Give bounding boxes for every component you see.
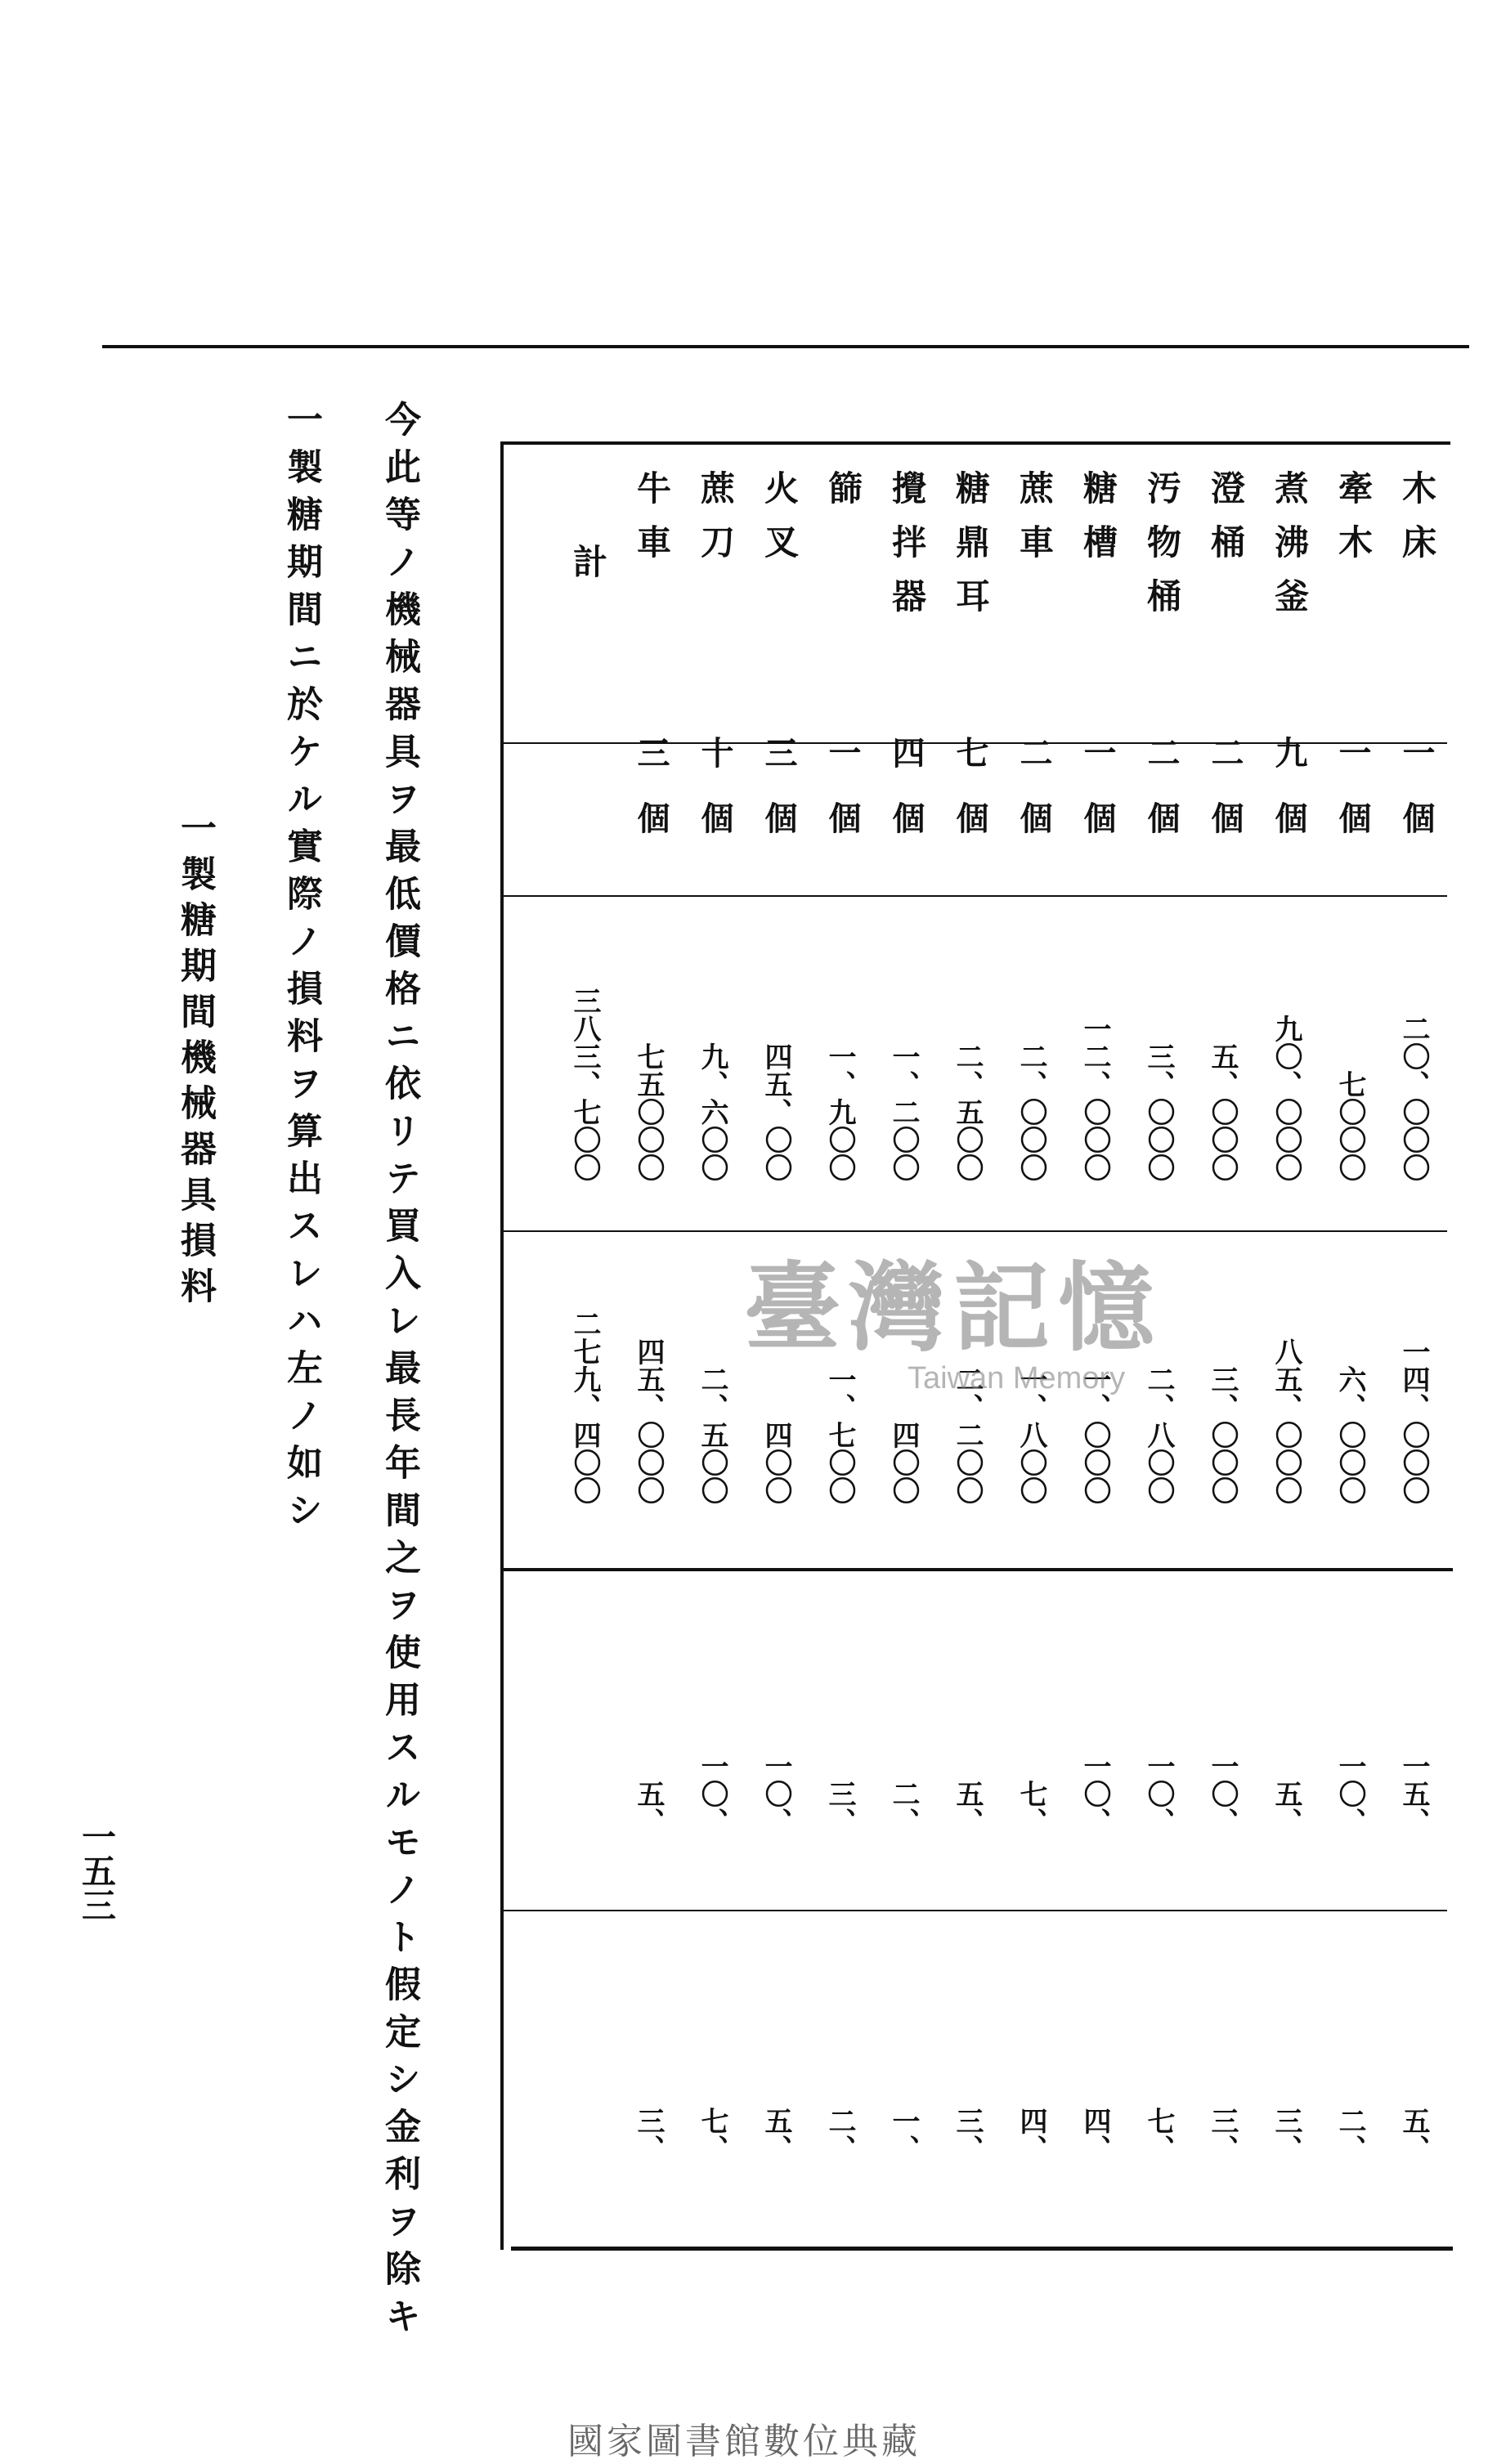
table-cell-value: 一、七〇〇 [823, 1365, 856, 1504]
table-cell-name: 澄桶 [1206, 470, 1246, 578]
table-cell-price: 一、二〇〇 [887, 1042, 920, 1181]
table-cell-years: 一五、 [1397, 1752, 1430, 1835]
top-rule [102, 345, 1469, 348]
table-top-border [500, 441, 1450, 445]
table-cell-value: 二七九、四〇〇 [568, 1310, 601, 1504]
table-cell-price: 七〇〇〇 [1333, 1070, 1366, 1181]
table-cell-loss: 七、 [1142, 2107, 1175, 2162]
table-cell-qty: 九個 [1270, 736, 1308, 867]
table-cell-loss: 三、 [632, 2107, 665, 2162]
table-cell-loss: 四、 [1015, 2107, 1047, 2162]
table-cell-qty: 一個 [1333, 736, 1372, 867]
table-cell-loss: 一、 [887, 2107, 920, 2162]
table-cell-qty: 四個 [887, 736, 926, 867]
table-cell-loss: 七、 [696, 2107, 728, 2162]
table-cell-price: 一二、〇〇〇 [1078, 1015, 1111, 1181]
paragraph-line-1: 今此等ノ機械器具ヲ最低價格ニ依リテ買入レ最長年間之ヲ使用スルモノト假定シ金利ヲ除キ [379, 401, 420, 2345]
table-cell-years: 一〇、 [760, 1752, 792, 1835]
watermark-chinese: 臺灣記憶 [744, 1251, 1163, 1364]
table-cell-value: 四〇〇 [760, 1421, 792, 1504]
section-heading: 一製糖期間機械器具損料 [174, 809, 216, 1313]
table-cell-years: 一〇、 [1078, 1752, 1111, 1835]
table-cell-price: 九〇、〇〇〇 [1270, 1015, 1302, 1181]
table-cell-value: 四〇〇 [887, 1421, 920, 1504]
table-cell-years: 五、 [951, 1780, 984, 1835]
table-cell-value: 二、二〇〇 [951, 1365, 984, 1504]
table-cell-name: 火叉 [760, 470, 800, 578]
table-cell-price: 四五、〇〇 [760, 1042, 792, 1181]
table-left-border [500, 441, 504, 2250]
table-cell-qty: 一個 [1078, 736, 1117, 867]
table-cell-qty: 七個 [951, 736, 989, 867]
table-cell-price: 三、〇〇〇 [1142, 1042, 1175, 1181]
table-cell-value: 六、〇〇〇 [1333, 1365, 1366, 1504]
table-cell-qty: 三個 [632, 736, 670, 867]
paragraph-line-2: 一製糖期間ニ於ケル實際ノ損料ヲ算出スレハ左ノ如シ [280, 401, 322, 1539]
table-cell-years: 一〇、 [1206, 1752, 1239, 1835]
table-cell-name: 計 [568, 544, 608, 598]
table-cell-qty: 一個 [1397, 736, 1436, 867]
table-cell-name: 煮沸釜 [1270, 470, 1310, 632]
table-cell-loss: 二、 [1333, 2107, 1366, 2162]
table-cell-price: 二〇、〇〇〇 [1397, 1015, 1430, 1181]
table-cell-loss: 五、 [760, 2107, 792, 2162]
table-cell-price: 五、〇〇〇 [1206, 1042, 1239, 1181]
page-number: 一五三 [77, 1819, 117, 1922]
table-cell-name: 牛車 [632, 470, 672, 578]
table-cell-name: 牽木 [1333, 470, 1374, 578]
table-cell-qty: 二個 [1206, 736, 1244, 867]
table-cell-years: 五、 [632, 1780, 665, 1835]
table-cell-loss: 二、 [823, 2107, 856, 2162]
table-cell-value: 八五、〇〇〇 [1270, 1337, 1302, 1504]
table-cell-loss: 三、 [951, 2107, 984, 2162]
table-cell-price: 九、六〇〇 [696, 1042, 728, 1181]
row-divider-3 [503, 1230, 1447, 1232]
table-cell-qty: 十個 [696, 736, 734, 867]
table-cell-value: 三、〇〇〇 [1206, 1365, 1239, 1504]
table-cell-years: 七、 [1015, 1780, 1047, 1835]
table-cell-qty: 二個 [1142, 736, 1181, 867]
table-cell-value: 二、五〇〇 [696, 1365, 728, 1504]
table-cell-price: 七五〇〇〇 [632, 1042, 665, 1181]
table-cell-price: 一、九〇〇 [823, 1042, 856, 1181]
row-divider-4 [503, 1568, 1453, 1571]
table-cell-value: 四五、〇〇〇 [632, 1337, 665, 1504]
table-cell-years: 一〇、 [696, 1752, 728, 1835]
row-divider-5 [503, 1910, 1447, 1911]
table-cell-value: 一、八〇〇 [1015, 1365, 1047, 1504]
table-cell-years: 一〇、 [1142, 1752, 1175, 1835]
table-cell-loss: 五、 [1397, 2107, 1430, 2162]
row-divider-2 [503, 895, 1447, 897]
table-cell-years: 一〇、 [1333, 1752, 1366, 1835]
table-cell-price: 二、五〇〇 [951, 1042, 984, 1181]
table-cell-qty: 二個 [1015, 736, 1053, 867]
table-cell-loss: 四、 [1078, 2107, 1111, 2162]
table-bottom-border [511, 2247, 1453, 2251]
table-cell-name: 篩 [823, 470, 863, 524]
table-cell-loss: 三、 [1270, 2107, 1302, 2162]
table-cell-loss: 三、 [1206, 2107, 1239, 2162]
table-cell-name: 木床 [1397, 470, 1437, 578]
table-cell-value: 一、〇〇〇 [1078, 1365, 1111, 1504]
table-cell-price: 二、〇〇〇 [1015, 1042, 1047, 1181]
table-cell-years: 五、 [1270, 1780, 1302, 1835]
table-cell-value: 一四、〇〇〇 [1397, 1337, 1430, 1504]
table-cell-years: 二、 [887, 1780, 920, 1835]
table-cell-name: 攪拌器 [887, 470, 927, 632]
table-cell-value: 二、八〇〇 [1142, 1365, 1175, 1504]
footer-archive-label: 國家圖書館數位典藏 [567, 2421, 921, 2462]
table-cell-years: 三、 [823, 1780, 856, 1835]
watermark-english: Taiwan Memory [908, 1361, 1126, 1396]
table-cell-qty: 三個 [760, 736, 798, 867]
table-cell-price: 三八三、七〇〇 [568, 987, 601, 1181]
table-cell-name: 糖鼎耳 [951, 470, 991, 632]
table-cell-qty: 一個 [823, 736, 862, 867]
table-cell-name: 蔗車 [1015, 470, 1055, 578]
table-cell-name: 蔗刀 [696, 470, 736, 578]
table-cell-name: 糖槽 [1078, 470, 1118, 578]
table-cell-name: 汚物桶 [1142, 470, 1182, 632]
